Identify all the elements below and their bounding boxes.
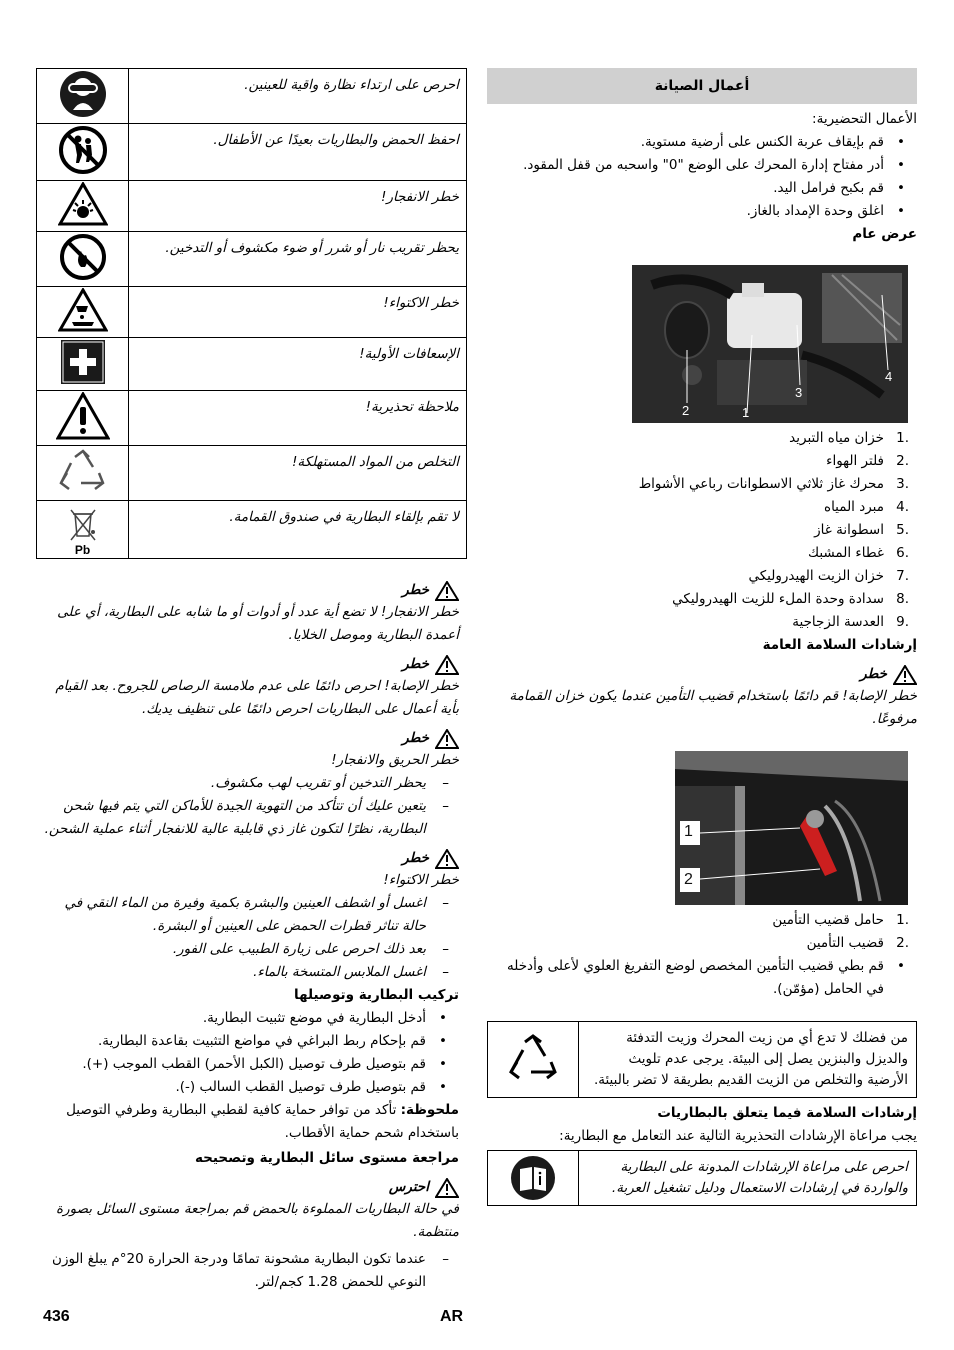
callout-1: 1 [742, 405, 750, 420]
danger-notice [37, 847, 459, 869]
first-aid-icon [37, 338, 129, 391]
safety-rod-photo [675, 751, 908, 905]
danger-label: خطر [402, 582, 429, 598]
warning-triangle-icon [435, 1178, 459, 1198]
right-column [487, 68, 917, 1206]
callout-2: 2 [684, 871, 693, 888]
list-item: 9. العدسة الزجاجية [792, 614, 909, 630]
danger-notice [37, 727, 459, 749]
list-item: 1. خزان مياه التبريد [789, 430, 909, 446]
list-item: 3. محرك غاز ثلاثي الاسطوانات رباعي الأشواط [638, 476, 909, 492]
pb-label: Pb [74, 542, 91, 557]
list-item: – اغسل الملابس المتسخة بالماء. [37, 961, 459, 984]
warning-triangle-icon [435, 655, 459, 675]
symbol-text: احفظ الحمض والبطاريات بعيدًا عن الأطفال. [129, 124, 467, 181]
install-list [37, 1007, 459, 1099]
symbol-text: لا تقم بإلقاء البطارية في صندوق القمامة. [129, 501, 467, 559]
list-item: 8. سدادة وحدة الملء للزيت الهيدروليكي [672, 591, 909, 607]
warning-triangle-icon [893, 665, 917, 685]
symbol-text: احرص على ارتداء نظارة واقية للعينين. [129, 69, 467, 124]
symbol-text: ملاحظة تحذيرية! [129, 391, 467, 446]
rod-parts-list [487, 909, 917, 955]
list-item: 6. غطاء المشبك [807, 545, 909, 561]
danger-label: خطر [860, 666, 887, 682]
general-safety-title: إرشادات السلامة العامة [762, 637, 917, 653]
list-item: • أدر مفتاح إدارة المحرك على الوضع "0" واسحبه من قفل المقود. [487, 154, 917, 177]
list-item: • قم بطي قضيب التأمين المخصص لوضع التفريغ العلوي لأعلى وأدخله في الحامل (مؤمّن). [487, 955, 917, 1001]
info-manual-icon [488, 1151, 579, 1205]
danger-label: خطر [402, 730, 429, 746]
callout-4: 4 [885, 369, 893, 384]
danger-list [37, 772, 459, 841]
list-item: – بعد ذلك احرص على زيارة الطبيب على الفور. [37, 938, 459, 961]
symbol-text: يحظر تقريب نار أو شرر أو ضوء مكشوف أو التدخين. [129, 232, 467, 287]
list-item: 2. قضيب التأمين [806, 935, 909, 951]
rod-instruction-list [487, 955, 917, 1001]
danger-title: خطر الاكتواء! [383, 872, 459, 888]
check-title: مراجعة مستوى سائل البطارية وتصحيحه [194, 1150, 459, 1166]
danger-notice [487, 663, 917, 685]
list-item: – يتعين عليك أن تتأكد من التهوية الجيدة للأماكن التي يتم فيها شحن البطارية، نظرًا لتكون غاز ذي قابلية عالية للانفجار أثناء عملية الشحن. [37, 795, 459, 841]
recycle-icon [37, 446, 129, 501]
danger-notice [37, 653, 459, 675]
warning-icon [37, 391, 129, 446]
overview-title: عرض عام [852, 226, 917, 242]
list-item: • اغلق وحدة الإمداد بالغاز. [487, 200, 917, 223]
safety-rod-illustration [675, 751, 908, 905]
callout-1: 1 [684, 823, 693, 840]
corrosive-icon [37, 287, 129, 338]
children-icon [37, 124, 129, 181]
left-column [37, 68, 467, 1294]
install-title: تركيب البطارية وتوصيلها [294, 987, 459, 1003]
table-row [37, 232, 467, 287]
danger-list [37, 892, 459, 984]
manual-note-text: احرص على مراعاة الإرشادات المدونة على البطارية والواردة في إرشادات الاستعمال ودليل تشغيل العربة. [611, 1159, 908, 1196]
list-item: 7. خزان الزيت الهيدروليكي [748, 568, 909, 584]
danger-label: خطر [402, 850, 429, 866]
callout-3: 3 [795, 385, 803, 400]
caution-text: في حالة البطاريات المملوءة بالحمض قم بمراجعة مستوى السائل بصورة منتظمة. [56, 1201, 459, 1240]
parts-list [487, 427, 917, 634]
table-row [37, 501, 467, 559]
table-row [37, 124, 467, 181]
list-item: 1. حامل قضيب التأمين [772, 912, 909, 928]
warning-triangle-icon [435, 849, 459, 869]
prep-list [487, 131, 917, 223]
caution-label: احترس [388, 1179, 429, 1195]
list-item: • قم بكبح فرامل اليد. [487, 177, 917, 200]
symbol-text: التخلص من المواد المستهلكة! [129, 446, 467, 501]
list-item: 5. اسطوانة غاز [814, 522, 909, 538]
danger-title: خطر الحريق والانفجار! [331, 752, 459, 768]
list-item: • أدخل البطارية في موضع تثبيت البطارية. [37, 1007, 459, 1030]
caution-list [37, 1248, 459, 1294]
table-row [37, 181, 467, 232]
danger-label: خطر [402, 656, 429, 672]
danger-notice [37, 579, 459, 601]
battery-symbols-table [36, 68, 467, 559]
warning-triangle-icon [435, 729, 459, 749]
note-label: ملحوظة: [400, 1102, 459, 1118]
manual-note [487, 1150, 917, 1206]
section-title: أعمال الصيانة [487, 68, 917, 104]
battery-warnings [37, 579, 467, 1294]
environment-note [487, 1021, 917, 1098]
symbol-text: الإسعافات الأولية! [129, 338, 467, 391]
bin-pb-icon [37, 501, 129, 559]
danger-text: خطر الإصابة! قم دائمًا باستخدام قضيب التأمين عندما يكون خزان القمامة مرفوعًا. [509, 688, 917, 727]
warning-triangle-icon [435, 581, 459, 601]
symbol-text: خطر الانفجار! [129, 181, 467, 232]
recycle-icon [488, 1022, 579, 1097]
table-row [37, 391, 467, 446]
list-item: • قم بتوصيل طرف توصيل القطب السالب (-). [37, 1076, 459, 1099]
prep-label: الأعمال التحضيرية: [812, 111, 917, 127]
battery-safety-intro: يجب مراعاة الإرشادات التحذيرية التالية عند التعامل مع البطارية: [559, 1128, 917, 1144]
list-item: – اغسل أو اشطف العينين والبشرة بكمية وفيرة من الماء النقي في حالة تناثر قطرات الحمض على العينين أو البشرة. [37, 892, 459, 938]
goggles-icon [37, 69, 129, 124]
table-row [37, 69, 467, 124]
battery-safety-title: إرشادات السلامة فيما يتعلق بالبطاريات [657, 1105, 917, 1121]
no-fire-icon [37, 232, 129, 287]
table-row [37, 446, 467, 501]
danger-text: خطر الإصابة! احرص دائمًا على عدم ملامسة الرصاص للجروح. بعد القيام بأية أعمال على البطاريات احرص دائمًا على تنظيف يديك. [55, 678, 459, 717]
engine-illustration [632, 265, 908, 423]
table-row [37, 287, 467, 338]
note-text: تأكد من توافر حماية كافية لقطبي البطارية وطرفي التوصيل باستخدام شحم حماية الأقطاب. [66, 1102, 459, 1141]
list-item: – عندما تكون البطارية مشحونة تمامًا ودرجة الحرارة 20°م يبلغ الوزن النوعي للحمض 1.28 كجم/لتر. [37, 1248, 459, 1294]
table-row [37, 338, 467, 391]
install-note [37, 1099, 459, 1145]
list-item: • قم بإيقاف عربة الكنس على أرضية مستوية. [487, 131, 917, 154]
list-item: • قم بإحكام ربط البراغي في مواضع التثبيت بقاعدة البطارية. [37, 1030, 459, 1053]
list-item: • قم بتوصيل طرف توصيل (الكبل الأحمر) القطب الموجب (+). [37, 1053, 459, 1076]
callout-2: 2 [682, 403, 690, 418]
engine-photo [632, 265, 908, 423]
page-number: 436 [43, 1308, 70, 1325]
list-item: – يحظر التدخين أو تقريب لهب مكشوف. [37, 772, 459, 795]
danger-text: خطر الانفجار! لا تضع أية عدد أو أدوات أو ما شابه على البطارية، أي على أعمدة البطارية وموصل الخلايا. [57, 604, 459, 643]
list-item: 2. فلتر الهواء [826, 453, 909, 469]
list-item: 4. مبرد المياه [824, 499, 909, 515]
caution-notice [37, 1176, 459, 1198]
language-code: AR [440, 1308, 464, 1325]
explosion-icon [37, 181, 129, 232]
environment-note-text: من فضلك لا تدع أي من زيت المحرك وزيت التدفئة والديزل والبنزين يصل إلى البيئة. يرجى عدم تلويث الأرضية والتخلص من الزيت القديم بطريقة لا تضر بالبيئة. [593, 1030, 908, 1088]
symbol-text: خطر الاكتواء! [129, 287, 467, 338]
